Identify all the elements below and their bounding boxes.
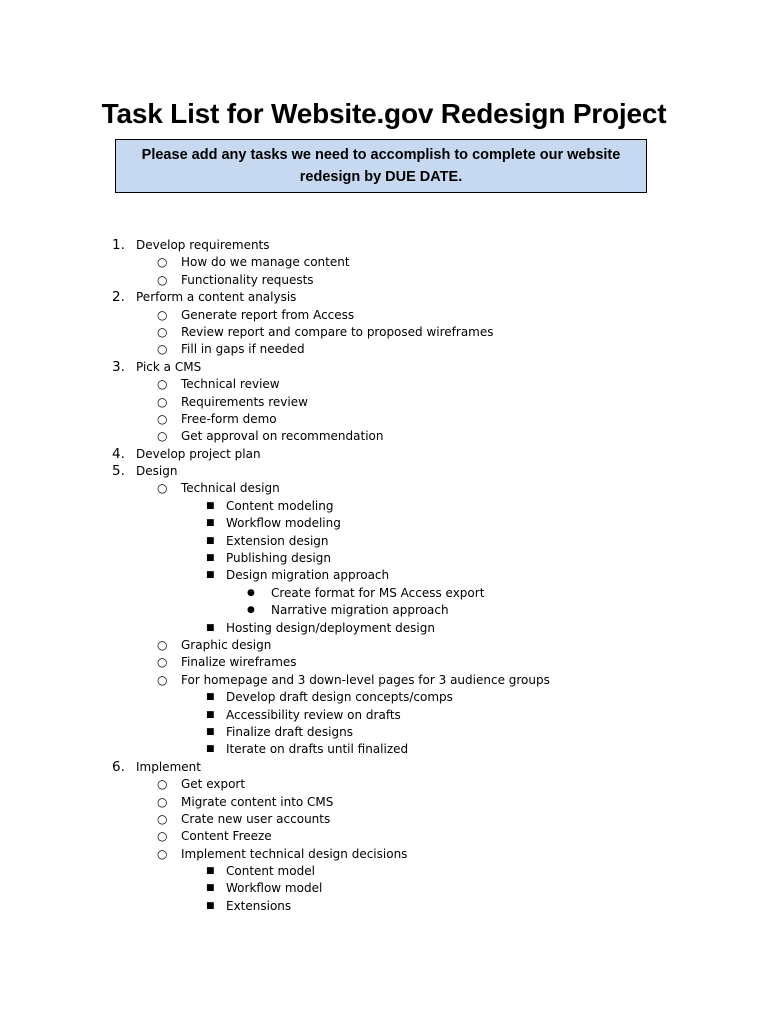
list-item-text: Get approval on recommendation <box>181 429 384 444</box>
page-title: Task List for Website.gov Redesign Project <box>101 98 667 129</box>
list-item-text: Implement technical design decisions <box>181 846 408 861</box>
bullet-icon: ○ <box>157 307 168 322</box>
bullet-icon: ○ <box>157 272 168 287</box>
list-item-text: Publishing design <box>226 551 331 566</box>
list-item <box>0 898 768 915</box>
list-item-text: Develop project plan <box>136 446 261 461</box>
list-item <box>0 498 768 515</box>
bullet-icon: ○ <box>157 255 168 270</box>
list-item <box>0 428 768 445</box>
task-list <box>0 237 768 915</box>
list-item-text: Develop draft design concepts/comps <box>226 690 453 705</box>
bullet-icon: ■ <box>206 883 215 894</box>
list-item <box>0 289 768 306</box>
list-item-text: Technical review <box>181 377 280 392</box>
list-item <box>0 254 768 271</box>
list-item-text: Graphic design <box>181 637 272 652</box>
bullet-icon: ■ <box>206 866 215 877</box>
list-item <box>0 272 768 289</box>
list-item <box>0 811 768 828</box>
bullet-icon: ○ <box>157 811 168 826</box>
list-item <box>0 707 768 724</box>
list-item <box>0 237 768 254</box>
bullet-icon: ○ <box>157 637 168 652</box>
list-item <box>0 550 768 567</box>
bullet-icon: ■ <box>206 535 215 546</box>
list-item <box>0 689 768 706</box>
list-item <box>0 654 768 671</box>
list-number: 4. <box>112 445 125 462</box>
list-item-text: Workflow model <box>226 881 323 896</box>
bullet-icon: ● <box>247 587 255 598</box>
list-item-text: Review report and compare to proposed wireframes <box>181 324 494 339</box>
bullet-icon: ■ <box>206 518 215 529</box>
list-item <box>0 794 768 811</box>
list-item <box>0 776 768 793</box>
list-item <box>0 376 768 393</box>
list-item <box>0 741 768 758</box>
list-item <box>0 759 768 776</box>
bullet-icon: ○ <box>157 829 168 844</box>
list-item <box>0 724 768 741</box>
list-item-text: Implement <box>136 759 201 774</box>
list-item-text: Get export <box>181 777 246 792</box>
list-item-text: Iterate on drafts until finalized <box>226 742 409 757</box>
list-item <box>0 446 768 463</box>
list-item-text: For homepage and 3 down-level pages for 3 audience groups <box>181 672 550 687</box>
list-item <box>0 515 768 532</box>
list-item-text: Develop requirements <box>136 238 270 252</box>
list-item-text: Requirements review <box>181 394 308 409</box>
bullet-icon: ■ <box>206 570 215 581</box>
bullet-icon: ■ <box>206 622 215 633</box>
list-item-text: Extensions <box>226 898 292 913</box>
list-number: 6. <box>112 758 125 775</box>
list-number: 3. <box>112 358 125 375</box>
bullet-icon: ○ <box>157 394 168 409</box>
bullet-icon: ○ <box>157 777 168 792</box>
list-item-text: Generate report from Access <box>181 307 355 322</box>
list-item <box>0 637 768 654</box>
bullet-icon: ■ <box>206 744 215 755</box>
bullet-icon: ■ <box>206 500 215 511</box>
bullet-icon: ○ <box>157 655 168 670</box>
bullet-icon: ○ <box>157 377 168 392</box>
list-item-text: Extension design <box>226 533 329 548</box>
list-item <box>0 846 768 863</box>
bullet-icon: ○ <box>157 429 168 444</box>
list-item-text: Workflow modeling <box>226 516 341 531</box>
list-item-text: Content Freeze <box>181 829 272 844</box>
list-item-text: Hosting design/deployment design <box>226 620 435 635</box>
list-item <box>0 307 768 324</box>
list-number: 5. <box>112 463 125 480</box>
bullet-icon: ■ <box>206 553 215 564</box>
bullet-icon: ○ <box>157 672 168 687</box>
list-item-text: Functionality requests <box>181 272 314 287</box>
list-item-text: Finalize draft designs <box>226 724 353 739</box>
list-item <box>0 585 768 602</box>
list-item <box>0 620 768 637</box>
bullet-icon: ○ <box>157 324 168 339</box>
list-item <box>0 880 768 897</box>
list-item <box>0 463 768 480</box>
list-item-text: Crate new user accounts <box>181 811 331 826</box>
list-item <box>0 359 768 376</box>
list-item-text: How do we manage content <box>181 255 350 270</box>
bullet-icon: ○ <box>157 342 168 357</box>
list-item-text: Narrative migration approach <box>271 603 449 618</box>
list-item <box>0 672 768 689</box>
instructions-callout <box>115 139 647 193</box>
list-item <box>0 533 768 550</box>
bullet-icon: ○ <box>157 794 168 809</box>
callout-text: Please add any tasks we need to accomplish to complete our website redesign by DUE DATE. <box>141 147 621 185</box>
list-item <box>0 567 768 584</box>
list-item-text: Content modeling <box>226 498 334 513</box>
list-item-text: Free-form demo <box>181 411 277 426</box>
list-item <box>0 341 768 358</box>
bullet-icon: ○ <box>157 846 168 861</box>
bullet-icon: ● <box>247 605 255 616</box>
bullet-icon: ○ <box>157 481 168 496</box>
list-item-text: Design migration approach <box>226 568 390 583</box>
list-item <box>0 863 768 880</box>
bullet-icon: ■ <box>206 900 215 911</box>
list-item-text: Perform a content analysis <box>136 290 297 305</box>
bullet-icon: ■ <box>206 709 215 720</box>
list-item-text: Design <box>136 464 178 479</box>
list-item-text: Fill in gaps if needed <box>181 342 305 357</box>
list-item-text: Accessibility review on drafts <box>226 707 401 722</box>
bullet-icon: ■ <box>206 692 215 703</box>
list-item-text: Pick a CMS <box>136 359 202 374</box>
list-item <box>0 394 768 411</box>
list-item-text: Finalize wireframes <box>181 655 297 670</box>
list-item <box>0 411 768 428</box>
list-item <box>0 480 768 497</box>
list-item <box>0 602 768 619</box>
list-item <box>0 828 768 845</box>
bullet-icon: ○ <box>157 411 168 426</box>
list-number: 2. <box>112 289 125 306</box>
list-item-text: Create format for MS Access export <box>271 585 485 600</box>
list-item-text: Technical design <box>181 481 280 496</box>
bullet-icon: ■ <box>206 726 215 737</box>
list-item <box>0 324 768 341</box>
list-number: 1. <box>112 237 125 253</box>
list-item-text: Migrate content into CMS <box>181 794 334 809</box>
list-item-text: Content model <box>226 864 315 879</box>
